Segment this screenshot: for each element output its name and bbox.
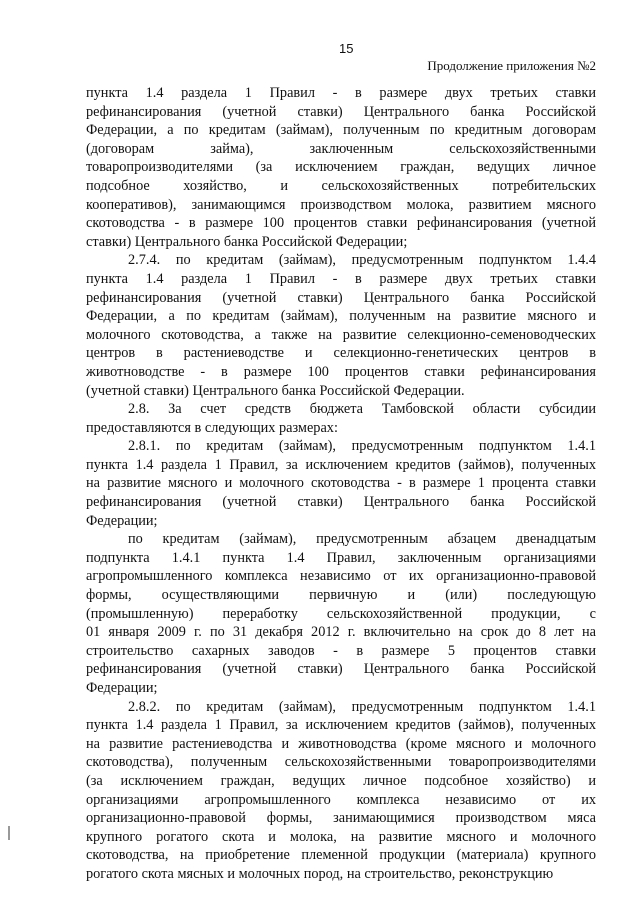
text-line: на развитие растениеводства и животноводства (кроме мясного и молочного (86, 735, 596, 752)
text-line: ставки) Центрального банка Российской Федерации; (86, 233, 408, 250)
page-number: 15 (339, 41, 354, 56)
text-line: скотоводства), полученным сельскохозяйственными товаропроизводителями (86, 754, 596, 771)
text-line: на развитие мясного и молочного скотоводства - в размере 1 процента ставки (86, 475, 596, 492)
text-line: кооперативов), занимающимся производством молока, развитием мясного (86, 196, 596, 213)
paragraph (86, 437, 596, 530)
text-line: (за исключением граждан, ведущих личное подсобное хозяйство) и (86, 772, 596, 789)
text-line: Федерации; (86, 680, 158, 696)
text-line: агропромышленного комплекса независимо от их организационно-правовой (86, 568, 596, 585)
text-line: рефинансирования (учетной ставки) Центрального банка Российской (86, 661, 596, 678)
text-line: 2.8. За счет средств бюджета Тамбовской области субсидии (128, 401, 596, 418)
text-line: Федерации, а по кредитам (займам), полученным на развитие мясного и (86, 308, 596, 325)
paragraph (86, 698, 596, 884)
text-line: организациями агропромышленного комплекса независимо от их (86, 791, 596, 808)
text-line: подпункта 1.4.1 пункта 1.4 Правил, заключенным организациями (86, 549, 596, 566)
text-line: Федерации; (86, 512, 158, 529)
text-line: Федерации, а по кредитам (займам), полученным по кредитным договорам (86, 122, 596, 139)
text-line: организационно-правовой формы, занимающимися производством мяса (86, 810, 596, 827)
text-line: (учетной ставки) Центрального банка Российской Федерации. (86, 382, 465, 399)
text-line: (договорам займа), заключенным сельскохозяйственными (86, 140, 596, 157)
text-line: товаропроизводителями (за исключением граждан, ведущих личное (86, 159, 596, 176)
document-body (86, 84, 596, 884)
paragraph (86, 400, 596, 437)
text-line: 2.7.4. по кредитам (займам), предусмотренным подпунктом 1.4.4 (128, 252, 596, 269)
text-line: формы, осуществляющими первичную и (или) последующую (86, 587, 596, 604)
text-line: рефинансирования (учетной ставки) Центрального банка Российской (86, 289, 596, 306)
scan-edge-mark (8, 826, 10, 840)
paragraph (86, 251, 596, 400)
text-line: скотоводства, на приобретение племенной продукции (материала) крупного (86, 847, 596, 864)
text-line: пункта 1.4 раздела 1 Правил, за исключением кредитов (займов), полученных (86, 717, 596, 734)
text-line: по кредитам (займам), предусмотренным абзацем двенадцатым (128, 531, 596, 548)
text-line: рефинансирования (учетной ставки) Центрального банка Российской (86, 103, 596, 120)
paragraph (86, 84, 596, 251)
text-line: животноводстве - в размере 100 процентов ставки рефинансирования (86, 363, 596, 380)
text-line: подсобное хозяйство, и сельскохозяйственных потребительских (86, 177, 596, 194)
text-line: крупного рогатого скота и молока, на развитие мясного и молочного (86, 828, 596, 845)
text-line: (промышленную) переработку сельскохозяйственной продукции, с (86, 605, 596, 622)
text-line: 2.8.1. по кредитам (займам), предусмотренным подпунктом 1.4.1 (128, 438, 596, 455)
paragraph (86, 530, 596, 697)
text-line: скотоводства - в размере 100 процентов ставки рефинансирования (учетной (86, 215, 596, 232)
text-line: 01 января 2009 г. по 31 декабря 2012 г. включительно на срок до 8 лет на (86, 624, 596, 641)
text-line: предоставляются в следующих размерах: (86, 419, 338, 436)
text-line: молочного скотоводства, а также на развитие селекционно-семеноводческих (86, 326, 596, 343)
text-line: 2.8.2. по кредитам (займам), предусмотренным подпунктом 1.4.1 (128, 698, 596, 715)
text-line: строительство сахарных заводов - в размере 5 процентов ставки (86, 642, 596, 659)
text-line: пункта 1.4 раздела 1 Правил - в размере двух третьих ставки (86, 85, 596, 101)
text-line: рогатого скота мясных и молочных пород, на строительство, реконструкцию (86, 865, 554, 882)
appendix-header: Продолжение приложения №2 (427, 58, 596, 73)
text-line: пункта 1.4 раздела 1 Правил - в размере двух третьих ставки (86, 270, 596, 287)
text-line: пункта 1.4 раздела 1 Правил, за исключением кредитов (займов), полученных (86, 456, 596, 473)
text-line: центров в растениеводстве и селекционно-генетических центров в (86, 345, 596, 362)
text-line: рефинансирования (учетной ставки) Центрального банка Российской (86, 494, 596, 511)
